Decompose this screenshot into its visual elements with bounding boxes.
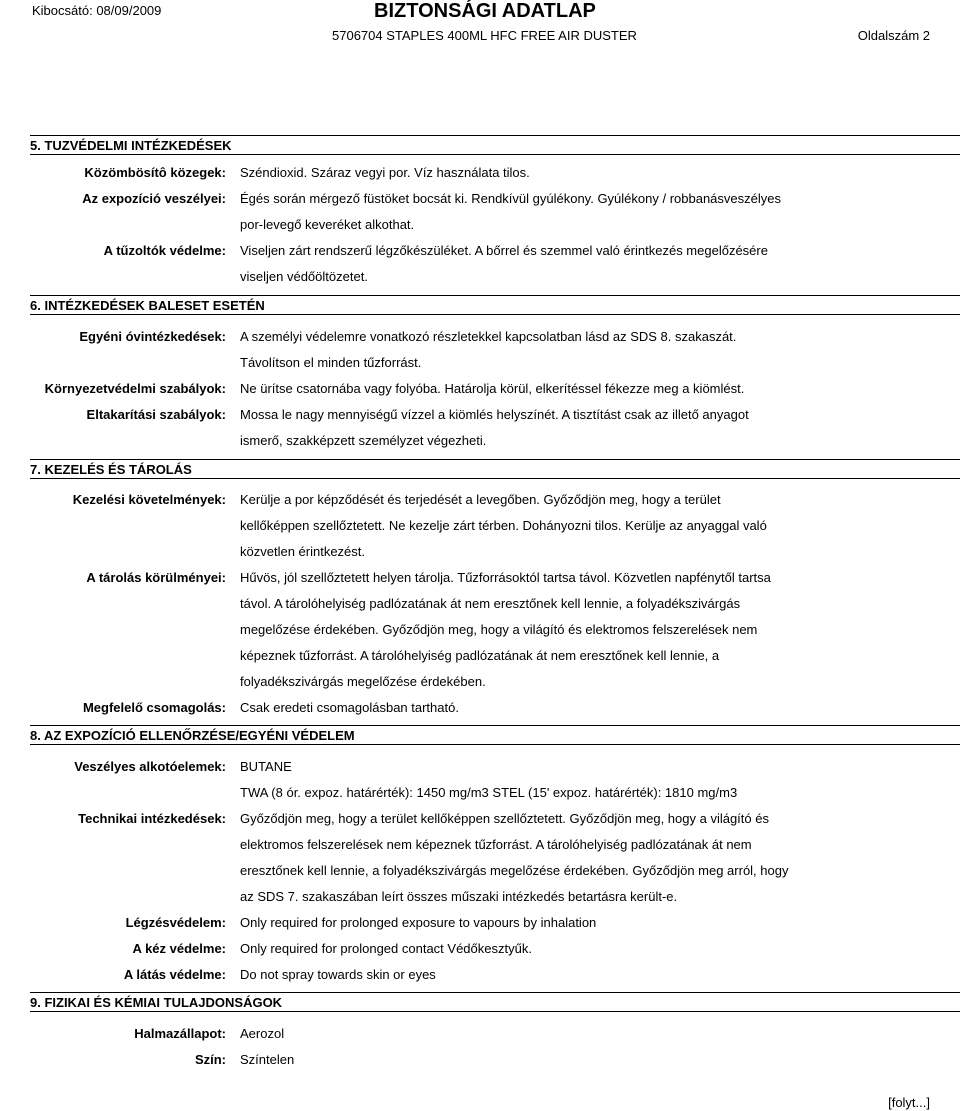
section-heading: 7. KEZELÉS ÉS TÁROLÁS: [30, 459, 960, 479]
row-text: az SDS 7. szakaszában leírt összes műszaki intézkedés betartásra került-e.: [240, 889, 678, 904]
row-text: eresztőnek kell lennie, a folyadékszivárgás megelőzése érdekében. Győződjön meg arról, hogy: [240, 863, 789, 878]
row-text: Széndioxid. Száraz vegyi por. Víz használata tilos.: [240, 165, 530, 180]
row-text: közvetlen érintkezést.: [240, 544, 366, 559]
row-label: Eltakarítási szabályok:: [86, 407, 226, 422]
row-text: A személyi védelemre vonatkozó részletekkel kapcsolatban lásd az SDS 8. szakaszát.: [240, 329, 737, 344]
row-text: Aerozol: [240, 1026, 285, 1041]
row-text: Kerülje a por képződését és terjedését a levegőben. Győződjön meg, hogy a terület: [240, 492, 721, 507]
continued-note: [folyt...]: [888, 1095, 930, 1110]
row-text: Színtelen: [240, 1052, 295, 1067]
section-heading: 9. FIZIKAI ÉS KÉMIAI TULAJDONSÁGOK: [30, 992, 960, 1012]
print-date: Kibocsátó: 08/09/2009: [32, 3, 162, 18]
row-text: Égés során mérgező füstöket bocsát ki. Rendkívül gyúlékony. Gyúlékony / robbanásveszélyes: [240, 191, 781, 206]
section-heading: 8. AZ EXPOZÍCIÓ ELLENŐRZÉSE/EGYÉNI VÉDELEM: [30, 725, 960, 745]
row-label: Közömbösítô közegek:: [84, 165, 226, 180]
row-label: Légzésvédelem:: [125, 915, 226, 930]
row-label: A tárolás körülményei:: [86, 570, 226, 585]
product-name: 5706704 STAPLES 400ML HFC FREE AIR DUSTER: [332, 28, 637, 43]
row-text: elektromos felszerelések nem képeznek tűzforrást. A tárolóhelyiség padlózatának át nem: [240, 837, 752, 852]
row-text: kellőképpen szellőztetett. Ne kezelje zárt térben. Dohányozni tilos. Kerülje az anyaggal való: [240, 518, 767, 533]
row-text: Hűvös, jól szellőztetett helyen tárolja. Tűzforrásoktól tartsa távol. Közvetlen napfénytől tartsa: [240, 570, 771, 585]
row-text: BUTANE: [240, 759, 292, 774]
row-label: Egyéni óvintézkedések:: [79, 329, 226, 344]
row-text: folyadékszivárgás megelőzése érdekében.: [240, 674, 486, 689]
row-text: képeznek tűzforrást. A tárolóhelyiség padlózatának át nem eresztőnek kell lennie, a: [240, 648, 720, 663]
row-label: Az expozíció veszélyei:: [82, 191, 226, 206]
page-number: Oldalszám 2: [857, 28, 930, 43]
row-text: viseljen védőöltözetet.: [240, 269, 368, 284]
row-label: A látás védelme:: [123, 967, 226, 982]
row-label: Szín:: [194, 1052, 226, 1067]
row-text: TWA (8 ór. expoz. határérték): 1450 mg/m3 STEL (15' expoz. határérték): 1810 mg/m3: [240, 785, 738, 800]
row-label: Technikai intézkedések:: [78, 811, 226, 826]
row-label: Veszélyes alkotóelemek:: [74, 759, 226, 774]
row-text: Mossa le nagy mennyiségű vízzel a kiömlés helyszínét. A tisztítást csak az illető anyagot: [240, 407, 749, 422]
row-text: megelőzése érdekében. Győződjön meg, hogy a világító és elektromos felszerelések nem: [240, 622, 758, 637]
row-label: A tűzoltók védelme:: [103, 243, 226, 258]
row-text: por-levegő keveréket alkothat.: [240, 217, 415, 232]
row-text: Only required for prolonged contact Védőkesztyűk.: [240, 941, 532, 956]
row-label: Kezelési követelmények:: [72, 492, 226, 507]
row-label: Környezetvédelmi szabályok:: [44, 381, 226, 396]
row-label: Halmazállapot:: [134, 1026, 226, 1041]
row-text: Győződjön meg, hogy a terület kellőképpen szellőztetett. Győződjön meg, hogy a világító és: [240, 811, 769, 826]
document-title: BIZTONSÁGI ADATLAP: [374, 0, 596, 22]
row-text: Do not spray towards skin or eyes: [240, 967, 436, 982]
row-text: Távolítson el minden tűzforrást.: [240, 355, 422, 370]
row-text: Only required for prolonged exposure to vapours by inhalation: [240, 915, 597, 930]
row-label: Megfelelő csomagolás:: [82, 700, 226, 715]
row-label: A kéz védelme:: [132, 941, 226, 956]
row-text: Ne ürítse csatornába vagy folyóba. Határolja körül, elkerítéssel fékezze meg a kiömlést.: [240, 381, 745, 396]
row-text: távol. A tárolóhelyiség padlózatának át nem eresztőnek kell lennie, a folyadékszivárgás: [240, 596, 741, 611]
row-text: ismerő, szakképzett személyzet végezheti.: [240, 433, 487, 448]
section-heading: 5. TUZVÉDELMI INTÉZKEDÉSEK: [30, 135, 960, 155]
section-heading: 6. INTÉZKEDÉSEK BALESET ESETÉN: [30, 295, 960, 315]
row-text: Viseljen zárt rendszerű légzőkészüléket. A bőrrel és szemmel való érintkezés megelőzésére: [240, 243, 768, 258]
row-text: Csak eredeti csomagolásban tartható.: [240, 700, 459, 715]
